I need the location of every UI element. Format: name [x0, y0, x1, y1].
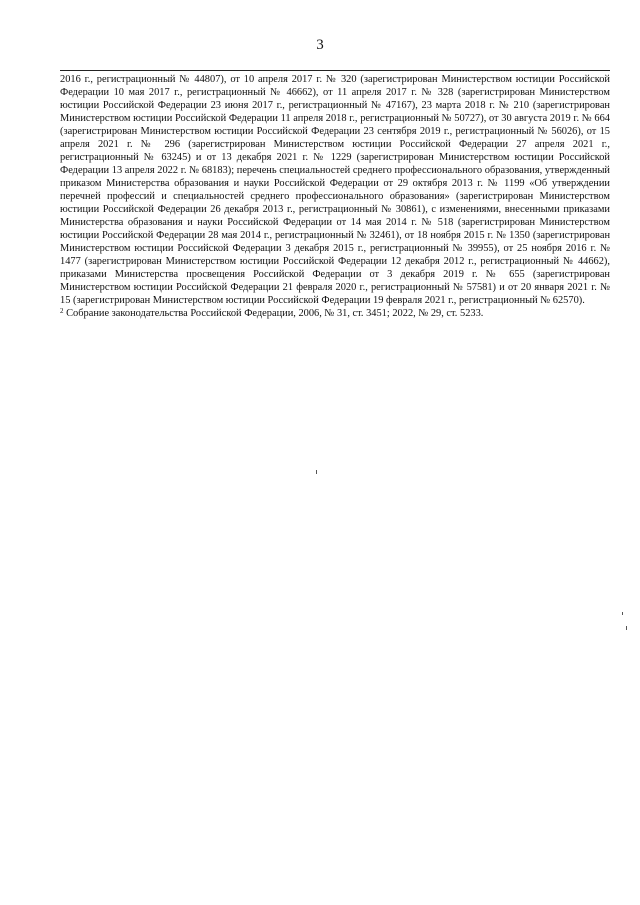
- page-number: 3: [316, 37, 324, 53]
- footnotes-block: [60, 73, 610, 320]
- footnote-2-marker: 2: [60, 307, 64, 315]
- footnote-2-text: Собрание законодательства Российской Федерации, 2006, № 31, ст. 3451; 2022, № 29, ст. 5233.: [66, 308, 484, 319]
- scan-speck: [316, 470, 317, 474]
- scan-speck: [622, 612, 623, 615]
- scan-speck: [626, 626, 627, 630]
- footnote-2: [60, 307, 610, 320]
- footnote-1-continuation: 2016 г., регистрационный № 44807), от 10 апреля 2017 г. № 320 (зарегистрирован Министерством юстиции Российской Федерации 10 мая 2017 г., регистрационный № 46662), от 11 апреля 2017 г. № 328 (зарегистрирован Министерством юстиции Российской Федерации 23 июня 2017 г., регистрационный № 47167), 23 марта 2018 г. № 210 (зарегистрирован Министерством юстиции Российской Федерации 11 апреля 2018 г., регистрационный № 50727), от 30 августа 2019 г. № 664 (зарегистрирован Министерством юстиции Российской Федерации 23 сентября 2019 г., регистрационный № 56026), от 15 апреля 2021 г. № 296 (зарегистрирован Министерством юстиции Российской Федерации 27 апреля 2021 г., регистрационный № 63245) и от 13 декабря 2021 г. № 1229 (зарегистрирован Министерством юстиции Российской Федерации 13 апреля 2022 г. № 68183); перечень специальностей среднего профессионального образования, утвержденный приказом Министерства образования и науки Российской Федерации от 29 октября 2013 г. № 1199 «Об утверждении перечней профессий и специальностей среднего профессионального образования» (зарегистрирован Министерством юстиции Российской Федерации 26 декабря 2013 г., регистрационный № 30861), с изменениями, внесенными приказами Министерства образования и науки Российской Федерации от 14 мая 2014 г. № 518 (зарегистрирован Министерством юстиции Российской Федерации 28 мая 2014 г., регистрационный № 32461), от 18 ноября 2015 г. № 1350 (зарегистрирован Министерством юстиции Российской Федерации 3 декабря 2015 г., регистрационный № 39955), от 25 ноября 2016 г. № 1477 (зарегистрирован Министерством юстиции Российской Федерации 12 декабря 2012 г., регистрационный № 44662), приказами Министерства просвещения Российской Федерации от 3 декабря 2019 г. № 655 (зарегистрирован Министерством юстиции Российской Федерации 21 февраля 2020 г., регистрационный № 57581) и от 20 января 2021 г. № 15 (зарегистрирован Министерством юстиции Российской Федерации 19 февраля 2021 г., регистрационный № 62570).: [60, 74, 610, 306]
- footnote-separator: [60, 70, 610, 71]
